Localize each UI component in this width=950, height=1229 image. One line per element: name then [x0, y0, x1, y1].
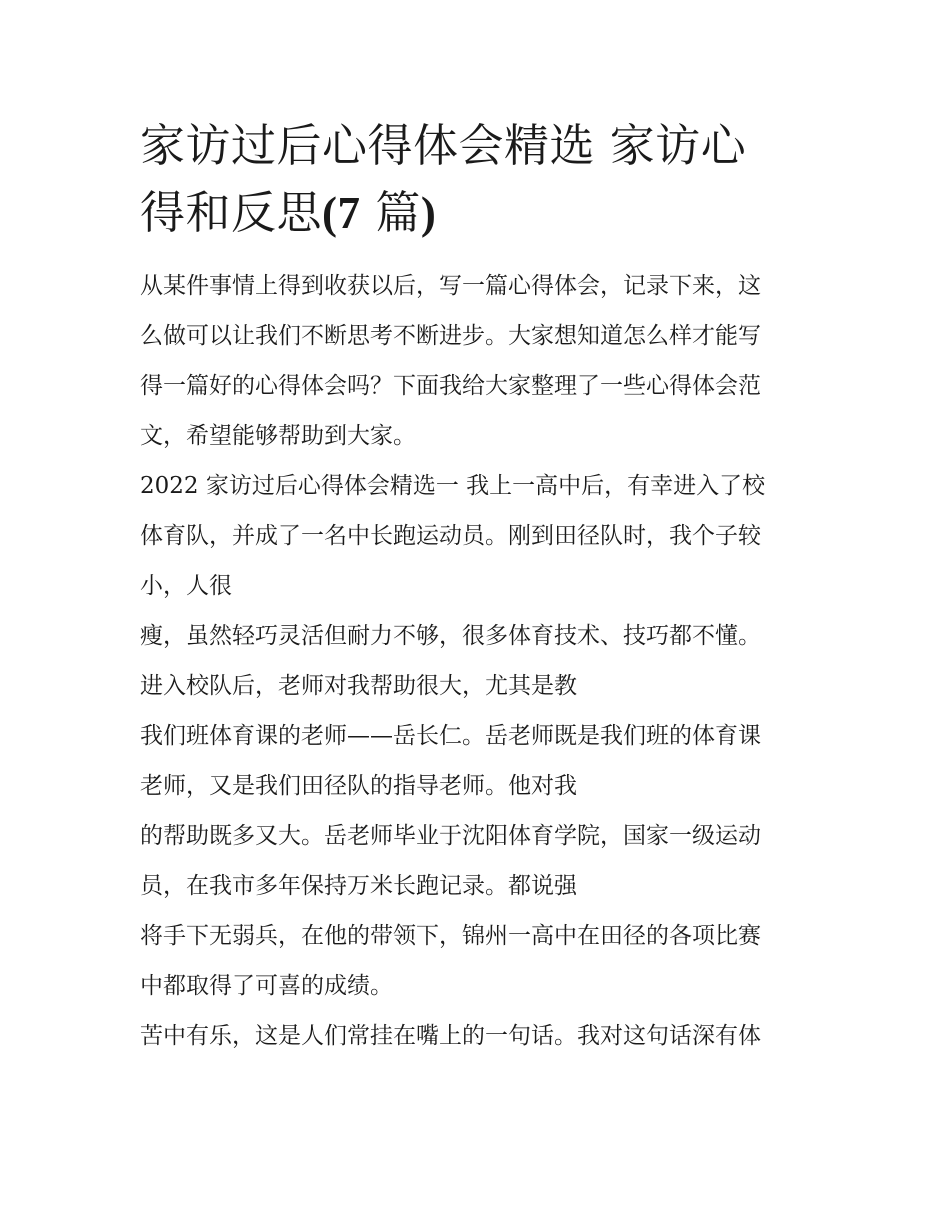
document-content [140, 112, 812, 1061]
paragraph-line: 小，人很 [140, 573, 232, 599]
paragraph-thin [140, 611, 812, 711]
paragraph-line: 的帮助既多又大。岳老师毕业于沈阳体育学院，国家一级运动 [140, 823, 761, 849]
paragraph-line: 苦中有乐，这是人们常挂在嘴上的一句话。我对这句话深有体 [140, 1023, 761, 1049]
document-body [140, 261, 812, 1061]
paragraph-line: 中都取得了可喜的成绩。 [140, 973, 393, 999]
title-line-2-close: ) [420, 188, 437, 238]
paragraph-line: 文，希望能够帮助到大家。 [140, 423, 416, 449]
paragraph-joy [140, 1011, 812, 1061]
title-line-2 [140, 179, 812, 247]
paragraph-help [140, 811, 812, 911]
document-title [140, 112, 812, 247]
paragraph-line: 得一篇好的心得体会吗？下面我给大家整理了一些心得体会范 [140, 373, 761, 399]
paragraph-line: 么做可以让我们不断思考不断进步。大家想知道怎么样才能写 [140, 323, 761, 349]
title-line-2-suffix: 篇 [375, 186, 421, 239]
paragraph-line: 员，在我市多年保持万米长跑记录。都说强 [140, 873, 577, 899]
paragraph-line: 进入校队后，老师对我帮助很大，尤其是教 [140, 673, 577, 699]
title-line-1: 家访过后心得体会精选 家访心 [140, 119, 747, 172]
title-line-2-prefix: 得和反思 [140, 186, 323, 239]
paragraph-line: 我们班体育课的老师——岳长仁。岳老师既是我们班的体育课 [140, 723, 761, 749]
paragraph-line: 老师，又是我们田径队的指导老师。他对我 [140, 773, 577, 799]
paragraph-essay-start [140, 461, 812, 611]
paragraph-line: 体育队，并成了一名中长跑运动员。刚到田径队时，我个子较 [140, 523, 761, 549]
paragraph-results [140, 911, 812, 1011]
paragraph-line: 从某件事情上得到收获以后，写一篇心得体会，记录下来，这 [140, 273, 761, 299]
paragraph-intro [140, 261, 812, 461]
paragraph-line: 2022 家访过后心得体会精选一 我上一高中后，有幸进入了校 [140, 473, 766, 499]
paragraph-line: 将手下无弱兵，在他的带领下，锦州一高中在田径的各项比赛 [140, 923, 761, 949]
paragraph-line: 瘦，虽然轻巧灵活但耐力不够，很多体育技术、技巧都不懂。 [140, 623, 761, 649]
title-line-2-number: (7 [322, 188, 361, 238]
paragraph-teacher [140, 711, 812, 811]
